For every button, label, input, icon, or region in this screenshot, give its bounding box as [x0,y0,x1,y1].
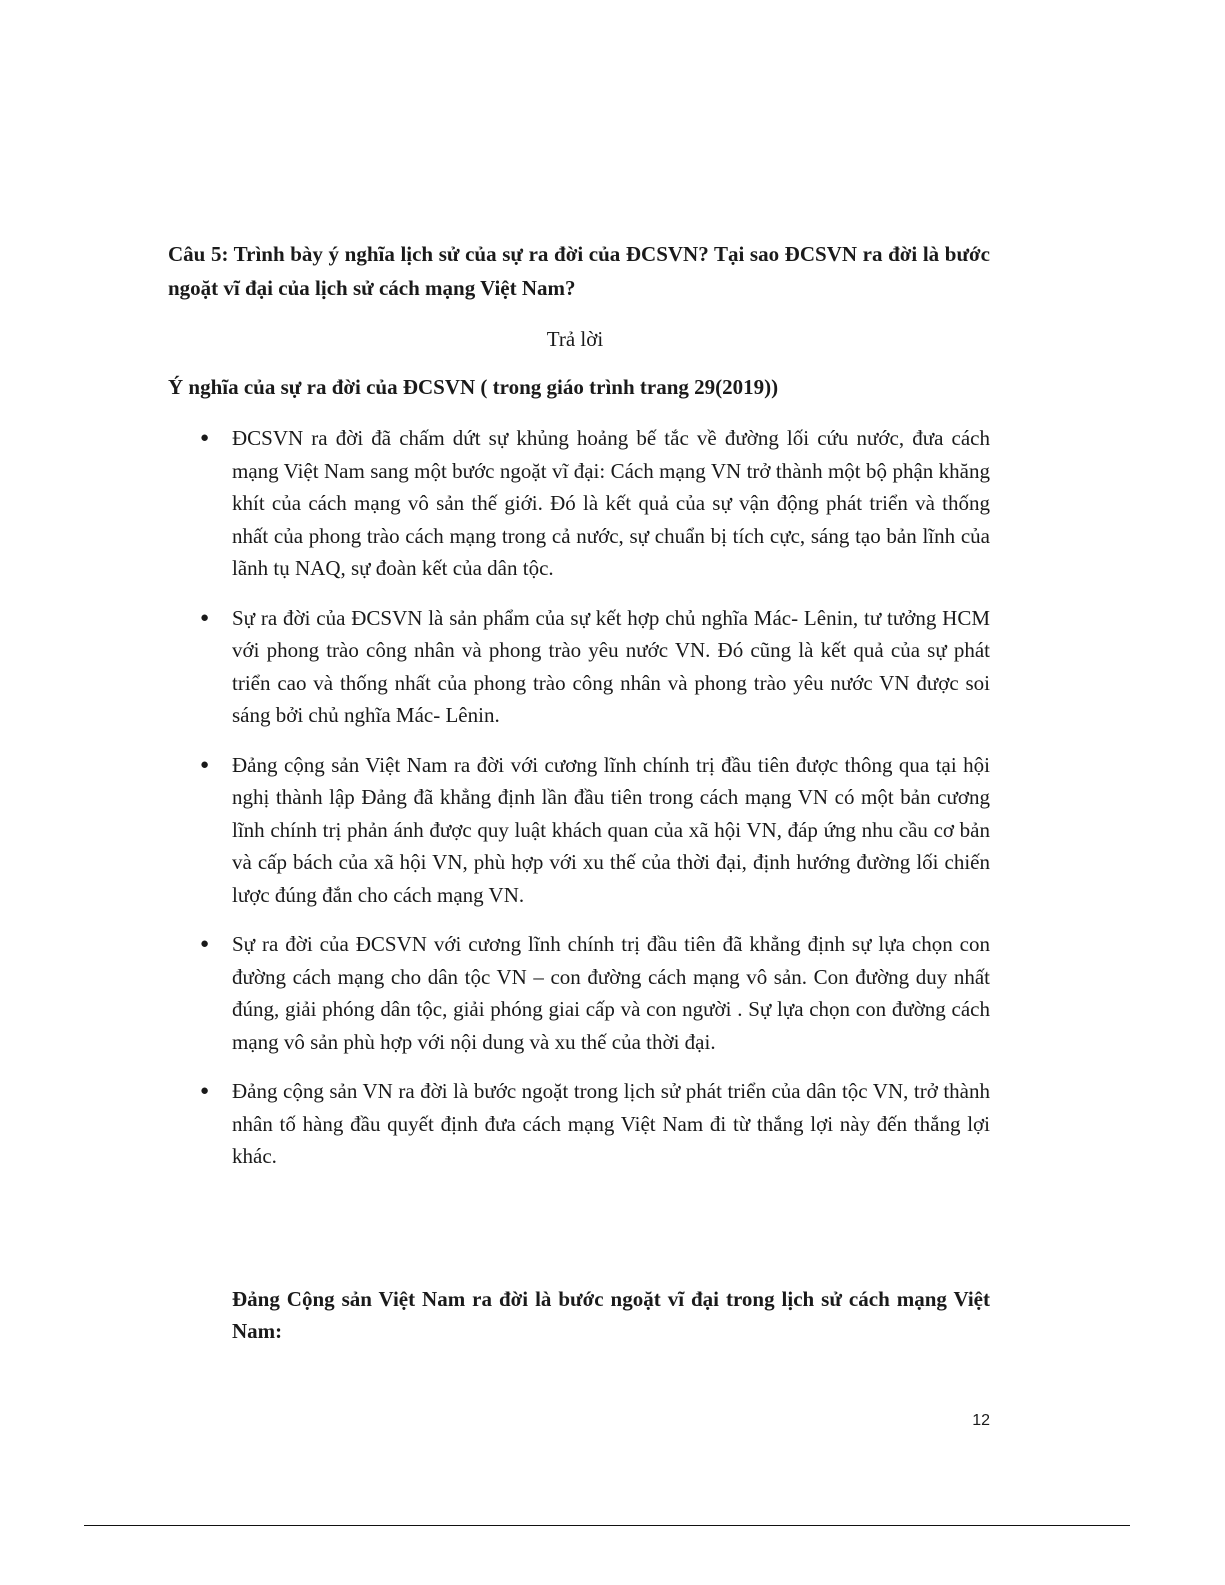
bullet-list [198,422,990,1190]
bullet-item [198,422,990,585]
bullet-text: Đảng cộng sản Việt Nam ra đời với cương lĩnh chính trị đầu tiên được thông qua tại hội nghị thành lập Đảng đã khẳng định lần đầu tiên trong cách mạng VN có một bản cương lĩnh chính trị phản ánh được quy luật khách quan của xã hội VN, đáp ứng nhu cầu cơ bản và cấp bách của xã hội VN, phù hợp với xu thế của thời đại, định hướng đường lối chiến lược đúng đắn cho cách mạng VN. [232,752,990,907]
bullet-item [198,928,990,1058]
bullet-icon: ● [200,609,210,626]
bullet-icon: ● [200,936,210,952]
footer-divider [84,1525,1130,1526]
bullet-text: Sự ra đời của ĐCSVN là sản phẩm của sự kết hợp chủ nghĩa Mác- Lênin, tư tưởng HCM với phong trào công nhân và phong trào yêu nước VN. Đó cũng là kết quả của sự phát triển cao và thống nhất của phong trào công nhân và phong trào yêu nước VN được soi sáng bởi chủ nghĩa Mác- Lênin. [232,605,990,727]
closing-heading: Đảng Cộng sản Việt Nam ra đời là bước ngoặt vĩ đại trong lịch sử cách mạng Việt Nam: [232,1287,990,1343]
section-heading: Ý nghĩa của sự ra đời của ĐCSVN ( trong giáo trình trang 29(2019)) [168,375,779,399]
page-number: 12 [972,1412,990,1429]
bullet-text: ĐCSVN ra đời đã chấm dứt sự khủng hoảng bế tắc về đường lối cứu nước, đưa cách mạng Việt Nam sang một bước ngoặt vĩ đại: Cách mạng VN trở thành một bộ phận khăng khít của cách mạng vô sản thế giới. Đó là kết quả của sự vận động phát triển và thống nhất của phong trào cách mạng trong cả nước, sự chuẩn bị tích cực, sáng tạo bản lĩnh của lãnh tụ NAQ, sự đoàn kết của dân tộc. [232,426,990,580]
bullet-text: Đảng cộng sản VN ra đời là bước ngoặt trong lịch sử phát triển của dân tộc VN, trở thành nhân tố hàng đầu quyết định đưa cách mạng Việt Nam đi từ thắng lợi này đến thắng lợi khác. [232,1079,990,1168]
bullet-item [198,602,990,732]
bullet-icon: ● [200,430,210,446]
bullet-item [198,1075,990,1173]
answer-label: Trả lời [546,327,604,351]
bullet-icon: ● [200,1083,210,1099]
bullet-icon: ● [200,756,210,773]
bullet-text: Sự ra đời của ĐCSVN với cương lĩnh chính trị đầu tiên đã khẳng định sự lựa chọn con đường cách mạng cho dân tộc VN – con đường cách mạng vô sản. Con đường duy nhất đúng, giải phóng dân tộc, giải phóng giai cấp và con người . Sự lựa chọn con đường cách mạng vô sản phù hợp với nội dung và xu thế của thời đại. [232,932,990,1054]
question-heading: Câu 5: Trình bày ý nghĩa lịch sử của sự ra đời của ĐCSVN? Tại sao ĐCSVN ra đời là bước ngoặt vĩ đại của lịch sử cách mạng Việt Nam? [168,242,990,300]
bullet-item [198,749,990,912]
